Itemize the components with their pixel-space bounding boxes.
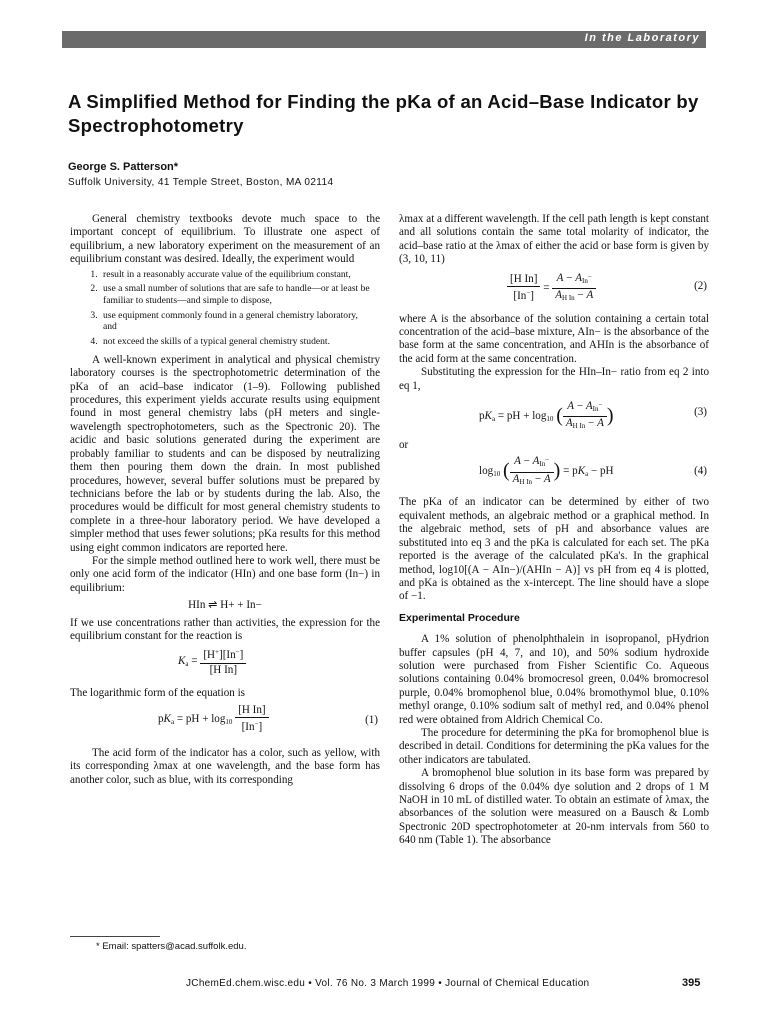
equation-3: $pK_a$ = pH + $\log_{10}$ ( $\frac{A - A_{In-}}{A_{H In} - A}$ ) (3): [479, 400, 707, 431]
list-item: 2. use a small number of solutions that are safe to handle—or at least be familiar to students—and simple to dispose,: [100, 283, 370, 306]
equation-2: $\frac{\text{[H In]}}{[In^-]}$ = $\frac{A - A_{In-}}{A_{H In} - A}$ (2): [399, 267, 709, 313]
paragraph-background: A well-known experiment in analytical and physical chemistry laboratory courses is the spectrophotometric determination of the pKa of an acid–base indicator (1–9). Following published procedures, this experiment yields accurate results using equipment found in most general chemistry labs (pH meters and single-wavelength spectrophotometers, such as the Spectronic 20). The acidic and basic solutions generated during the experiment are probably familiar to students and can be disposed by neutralizing them then pouring them down the drain. In most published procedures, however, several buffer solutions must be prepared by technicians before the lab or by students during the lab. Also, the procedures would be difficult for most general chemistry students to complete in a three-hour laboratory period. We have developed a simpler method that uses fewer solutions; pKa results for this method using eight common indicators are reported here.: [70, 353, 380, 554]
or-text: or: [399, 439, 409, 452]
paragraph-log-intro: The logarithmic form of the equation is: [70, 687, 245, 700]
author-affiliation: Suffolk University, 41 Temple Street, Boston, MA 02114: [68, 177, 334, 188]
paragraph-bromophenol: A bromophenol blue solution in its base form was prepared by dissolving 6 drops of the 0.04% dye solution and 2 drops of 1 M NaOH in 10 mL of distilled water. To obtain an estimate of λmax, the absorbances of the solution were measured on a Bausch & Lomb Spectronic 20D spectrophotometer at 20-nm intervals from 560 to 640 nm (Table 1). The absorbance: [399, 767, 709, 847]
paragraph-method: For the simple method outlined here to work well, there must be only one acid form of the indicator (HIn) and one base form (In−) in equilibrium:: [70, 554, 380, 594]
article-title: A Simplified Method for Finding the pKa of an Acid–Base Indicator by Spectrophotometry: [68, 91, 699, 136]
journal-footer: JChemEd.chem.wisc.edu • Vol. 76 No. 3 March 1999 • Journal of Chemical Education: [186, 978, 590, 989]
paragraph-procedure: The procedure for determining the pKa for bromophenol blue is described in detail. Conditions for determining the pKa values for the other indicators are tabulated.: [399, 726, 709, 766]
left-column: [70, 213, 380, 787]
paragraph-intro: General chemistry textbooks devote much space to the important concept of equilibrium. To illustrate one aspect of equilibrium, a new laboratory experiment on the measurement of an equilibrium constant was desired. Ideally, the experiment would: [70, 213, 380, 266]
equation-ka: $K_a$ = $\frac{[H^+][In^-]}{\text{[H In]}}$: [70, 643, 380, 687]
equation-4: $\log_{10}$ ( $\frac{A - A_{In-}}{A_{H In} - A}$ ) = $pK_a$ − pH (4): [479, 455, 707, 486]
paragraph-lambda: λmax at a different wavelength. If the cell path length is kept constant and all solutions contain the same total molarity of indicator, the acid–base ratio at the λmax of either the acid or base form is given by (3, 10, 11): [399, 213, 709, 266]
paragraph-absorbance-def: where A is the absorbance of the solution containing a certain total concentration of the acid–base mixture, AIn− is the absorbance of the base form at the same concentration, and AHIn is the absorbance of the acid form at the same concentration.: [399, 312, 709, 365]
author-name: George S. Patterson*: [68, 161, 179, 173]
list-item: 4. not exceed the skills of a typical general chemistry student.: [100, 336, 370, 348]
footnote-email: * Email: spatters@acad.suffolk.edu.: [96, 941, 247, 952]
equation-number: (2): [694, 279, 707, 292]
equilibrium-reaction: HIn ⇌ H+ + In−: [188, 599, 262, 612]
equation-number: (4): [694, 465, 707, 478]
page-number: 395: [682, 977, 701, 989]
paragraph-materials: A 1% solution of phenolphthalein in isopropanol, pHydrion buffer capsules (pH 4, 7, and 10), and 50% sodium hydroxide solution were purchased from Fisher Scientific Co. Aqueous solutions containing 0.04% bromocresol green, 0.04% bromocresol purple, 0.04% bromophenol blue, 0.04% bromothymol blue, 0.10% methyl orange, 0.10% sodium salt of methyl red, and 0.04% phenol red were obtained from Aldrich Chemical Co.: [399, 633, 709, 726]
list-item: 1. result in a reasonably accurate value of the equilibrium constant,: [100, 269, 370, 281]
list-item: 3. use equipment commonly found in a general chemistry laboratory, and: [100, 310, 370, 333]
equation-number: (3): [694, 406, 707, 419]
goals-list: [70, 269, 380, 348]
right-column: [399, 213, 709, 848]
section-heading: Experimental Procedure: [399, 611, 520, 624]
paragraph-ka-intro: If we use concentrations rather than activities, the expression for the equilibrium constant for the reaction is: [70, 616, 380, 642]
paragraph-methods: The pKa of an indicator can be determined by either of two equivalent methods, an algebraic method or a graphical method. In the algebraic method, sets of pH and absorbance values are substituted into eq 3 and the pKa is calculated for each set. The pKa reported is the average of the calculated pKa's. In the graphical method, log10[(A − AIn−)/(AHIn − A)] vs pH from eq 4 is plotted, and pKa is obtained as the x-intercept. The line should have a slope of −1.: [399, 496, 709, 603]
section-label: In the Laboratory: [584, 32, 700, 44]
section-header-bar: [62, 31, 706, 48]
paragraph-colors: The acid form of the indicator has a color, such as yellow, with its corresponding λmax at one wavelength, and the base form has another color, such as blue, with its corresponding: [70, 746, 380, 786]
paragraph-substitute: Substituting the expression for the HIn–In− ratio from eq 2 into eq 1,: [399, 366, 709, 392]
footnote-rule: [70, 936, 160, 937]
equation-1: $pK_a$ = pH + $\log_{10}$ $\frac{\text{[H In]}}{[In^-]}$ (1): [158, 703, 378, 734]
equation-number: (1): [365, 713, 378, 726]
